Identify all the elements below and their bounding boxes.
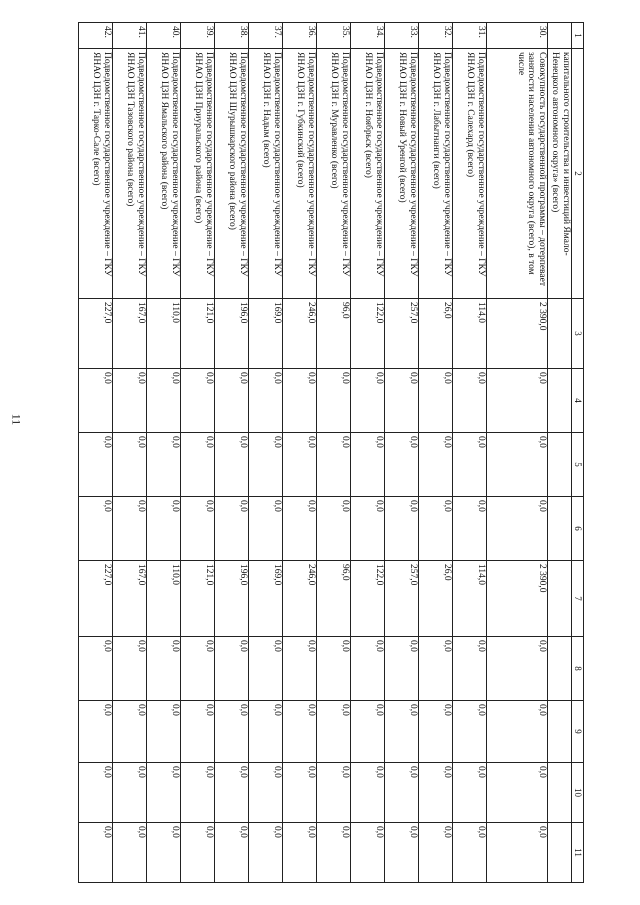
value-cell-col10: 0,0	[283, 763, 317, 823]
row-number-cell: 36.	[283, 23, 317, 49]
value-cell-col5: 0,0	[215, 433, 249, 497]
row-number-cell: 35.	[317, 23, 351, 49]
value-cell-col4: 0,0	[113, 369, 147, 433]
table-row	[385, 23, 419, 883]
value-cell-col6: 0,0	[147, 497, 181, 561]
value-cell-col9: 0,0	[147, 701, 181, 763]
row-number-cell: 37.	[249, 23, 283, 49]
value-cell-col7: 227,0	[79, 561, 113, 637]
value-cell-col6: 0,0	[79, 497, 113, 561]
value-cell-col10	[548, 763, 572, 823]
value-cell-col6: 0,0	[317, 497, 351, 561]
value-cell-col3: 110,0	[147, 299, 181, 369]
value-cell-col8: 0,0	[79, 637, 113, 701]
value-cell-col9: 0,0	[487, 701, 548, 763]
value-cell-col4: 0,0	[249, 369, 283, 433]
value-cell-col7: 26,0	[419, 561, 453, 637]
value-cell-col3: 114,0	[453, 299, 487, 369]
table-row	[79, 23, 113, 883]
value-cell-col9: 0,0	[181, 701, 215, 763]
value-cell-col5: 0,0	[79, 433, 113, 497]
value-cell-col10: 0,0	[79, 763, 113, 823]
value-cell-col6: 0,0	[113, 497, 147, 561]
value-cell-col8: 0,0	[249, 637, 283, 701]
value-cell-col7: 122,0	[351, 561, 385, 637]
table-row	[419, 23, 453, 883]
value-cell-col5: 0,0	[113, 433, 147, 497]
value-cell-col3: 196,0	[215, 299, 249, 369]
value-cell-col7: 110,0	[147, 561, 181, 637]
value-cell-col7: 2 390,0	[487, 561, 548, 637]
value-cell-col11: 0,0	[419, 823, 453, 883]
recipient-name-cell: Подведомственное государственное учреждение – ГКУ ЯНАО ЦЗН г. Лабытнанги (всего)	[419, 49, 453, 299]
value-cell-col7: 257,0	[385, 561, 419, 637]
value-cell-col4: 0,0	[215, 369, 249, 433]
value-cell-col7: 96,0	[317, 561, 351, 637]
value-cell-col7: 196,0	[215, 561, 249, 637]
value-cell-col3: 121,0	[181, 299, 215, 369]
recipient-name-cell: капитального строительства и инвестиций Ямало-Ненецкого автономного округа» (всего)	[548, 49, 572, 299]
value-cell-col4: 0,0	[147, 369, 181, 433]
table-row	[548, 23, 572, 883]
value-cell-col3: 122,0	[351, 299, 385, 369]
column-header-2: 2	[572, 49, 584, 299]
value-cell-col7: 169,0	[249, 561, 283, 637]
table-row	[113, 23, 147, 883]
value-cell-col5: 0,0	[351, 433, 385, 497]
value-cell-col6: 0,0	[351, 497, 385, 561]
value-cell-col9: 0,0	[419, 701, 453, 763]
row-number-cell: 40.	[147, 23, 181, 49]
value-cell-col5: 0,0	[283, 433, 317, 497]
value-cell-col10: 0,0	[317, 763, 351, 823]
value-cell-col6: 0,0	[487, 497, 548, 561]
value-cell-col6	[548, 497, 572, 561]
value-cell-col10: 0,0	[147, 763, 181, 823]
value-cell-col6: 0,0	[419, 497, 453, 561]
value-cell-col10: 0,0	[181, 763, 215, 823]
value-cell-col5: 0,0	[453, 433, 487, 497]
value-cell-col11: 0,0	[317, 823, 351, 883]
value-cell-col5: 0,0	[147, 433, 181, 497]
value-cell-col6: 0,0	[249, 497, 283, 561]
table-row	[487, 23, 548, 883]
row-number-cell: 31.	[453, 23, 487, 49]
value-cell-col11: 0,0	[385, 823, 419, 883]
table-row	[181, 23, 215, 883]
value-cell-col8: 0,0	[487, 637, 548, 701]
column-header-3: 3	[572, 299, 584, 369]
value-cell-col8: 0,0	[317, 637, 351, 701]
row-number-cell: 41.	[113, 23, 147, 49]
value-cell-col4: 0,0	[453, 369, 487, 433]
value-cell-col9: 0,0	[79, 701, 113, 763]
recipient-name-cell: Подведомственное государственное учреждение – ГКУ ЯНАО ЦЗН г. Надым (всего)	[249, 49, 283, 299]
table-row	[249, 23, 283, 883]
value-cell-col7: 114,0	[453, 561, 487, 637]
value-cell-col11	[548, 823, 572, 883]
value-cell-col3: 167,0	[113, 299, 147, 369]
value-cell-col11: 0,0	[487, 823, 548, 883]
value-cell-col7: 246,0	[283, 561, 317, 637]
value-cell-col4: 0,0	[317, 369, 351, 433]
value-cell-col5: 0,0	[181, 433, 215, 497]
value-cell-col11: 0,0	[249, 823, 283, 883]
value-cell-col7: 167,0	[113, 561, 147, 637]
value-cell-col8: 0,0	[283, 637, 317, 701]
value-cell-col9: 0,0	[215, 701, 249, 763]
row-number-cell: 38.	[215, 23, 249, 49]
value-cell-col8: 0,0	[181, 637, 215, 701]
value-cell-col8: 0,0	[215, 637, 249, 701]
table-row	[453, 23, 487, 883]
value-cell-col11: 0,0	[351, 823, 385, 883]
value-cell-col9	[548, 701, 572, 763]
value-cell-col9: 0,0	[249, 701, 283, 763]
recipient-name-cell: Подведомственное государственное учреждение – ГКУ ЯНАО ЦЗН г. Ноябрьск (всего)	[351, 49, 385, 299]
value-cell-col10: 0,0	[419, 763, 453, 823]
value-cell-col10: 0,0	[487, 763, 548, 823]
row-number-cell: 42.	[79, 23, 113, 49]
value-cell-col5: 0,0	[487, 433, 548, 497]
value-cell-col9: 0,0	[351, 701, 385, 763]
recipient-name-cell: Подведомственное государственное учреждение – ГКУ ЯНАО ЦЗН Тазовского района (всего)	[113, 49, 147, 299]
recipient-name-cell: Подведомственное государственное учреждение – ГКУ ЯНАО ЦЗН г. Тарко-Сале (всего)	[79, 49, 113, 299]
row-number-cell: 39.	[181, 23, 215, 49]
recipient-name-cell: Совокупность государственной программы – дотерпевает занятости населения автономного округа (всего), в том числе	[487, 49, 548, 299]
column-number-row	[572, 23, 584, 883]
value-cell-col11: 0,0	[283, 823, 317, 883]
value-cell-col3: 227,0	[79, 299, 113, 369]
value-cell-col9: 0,0	[453, 701, 487, 763]
value-cell-col10: 0,0	[351, 763, 385, 823]
recipient-name-cell: Подведомственное государственное учреждение – ГКУ ЯНАО ЦЗН г. Муравленко (всего)	[317, 49, 351, 299]
value-cell-col8: 0,0	[147, 637, 181, 701]
value-cell-col4: 0,0	[79, 369, 113, 433]
value-cell-col8: 0,0	[419, 637, 453, 701]
column-header-4: 4	[572, 369, 584, 433]
value-cell-col5: 0,0	[249, 433, 283, 497]
value-cell-col8: 0,0	[385, 637, 419, 701]
value-cell-col10: 0,0	[113, 763, 147, 823]
value-cell-col5	[548, 433, 572, 497]
value-cell-col8: 0,0	[351, 637, 385, 701]
row-number-cell: 32.	[419, 23, 453, 49]
value-cell-col8: 0,0	[113, 637, 147, 701]
value-cell-col11: 0,0	[181, 823, 215, 883]
column-header-9: 9	[572, 701, 584, 763]
value-cell-col3: 2 390,0	[487, 299, 548, 369]
page-number: 11	[9, 413, 24, 426]
column-header-6: 6	[572, 497, 584, 561]
value-cell-col8: 0,0	[453, 637, 487, 701]
value-cell-col10: 0,0	[215, 763, 249, 823]
value-cell-col9: 0,0	[283, 701, 317, 763]
table-row	[351, 23, 385, 883]
column-header-7: 7	[572, 561, 584, 637]
row-number-cell: 30.	[487, 23, 548, 49]
value-cell-col11: 0,0	[453, 823, 487, 883]
value-cell-col4: 0,0	[181, 369, 215, 433]
value-cell-col7	[548, 561, 572, 637]
value-cell-col7: 121,0	[181, 561, 215, 637]
value-cell-col11: 0,0	[113, 823, 147, 883]
recipient-name-cell: Подведомственное государственное учреждение – ГКУ ЯНАО ЦЗН Приуральского района (всего)	[181, 49, 215, 299]
recipient-name-cell: Подведомственное государственное учреждение – ГКУ ЯНАО ЦЗН г. Губкинский (всего)	[283, 49, 317, 299]
value-cell-col3: 96,0	[317, 299, 351, 369]
value-cell-col3: 257,0	[385, 299, 419, 369]
value-cell-col6: 0,0	[181, 497, 215, 561]
column-header-5: 5	[572, 433, 584, 497]
value-cell-col6: 0,0	[283, 497, 317, 561]
value-cell-col10: 0,0	[385, 763, 419, 823]
value-cell-col10: 0,0	[453, 763, 487, 823]
row-number-cell: 33.	[385, 23, 419, 49]
table-row	[283, 23, 317, 883]
value-cell-col9: 0,0	[113, 701, 147, 763]
value-cell-col3: 169,0	[249, 299, 283, 369]
recipient-name-cell: Подведомственное государственное учреждение – ГКУ ЯНАО ЦЗН г. Салехард (всего)	[453, 49, 487, 299]
value-cell-col4: 0,0	[487, 369, 548, 433]
value-cell-col3: 246,0	[283, 299, 317, 369]
recipient-name-cell: Подведомственное государственное учреждение – ГКУ ЯНАО ЦЗН г. Новый Уренгой (всего)	[385, 49, 419, 299]
recipient-name-cell: Подведомственное государственное учреждение – ГКУ ЯНАО ЦЗН Ямальского района (всего)	[147, 49, 181, 299]
value-cell-col4: 0,0	[283, 369, 317, 433]
value-cell-col10: 0,0	[249, 763, 283, 823]
column-header-8: 8	[572, 637, 584, 701]
recipient-name-cell: Подведомственное государственное учреждение – ГКУ ЯНАО ЦЗН Шурышкарского района (всего)	[215, 49, 249, 299]
column-header-10: 10	[572, 763, 584, 823]
value-cell-col5: 0,0	[385, 433, 419, 497]
value-cell-col3	[548, 299, 572, 369]
table-row	[147, 23, 181, 883]
value-cell-col11: 0,0	[79, 823, 113, 883]
value-cell-col8	[548, 637, 572, 701]
value-cell-col11: 0,0	[215, 823, 249, 883]
column-header-1: 1	[572, 23, 584, 49]
value-cell-col4	[548, 369, 572, 433]
row-number-cell	[548, 23, 572, 49]
column-header-11: 11	[572, 823, 584, 883]
value-cell-col6: 0,0	[385, 497, 419, 561]
value-cell-col4: 0,0	[351, 369, 385, 433]
table-row	[215, 23, 249, 883]
budget-table	[78, 22, 584, 883]
value-cell-col4: 0,0	[385, 369, 419, 433]
value-cell-col9: 0,0	[385, 701, 419, 763]
row-number-cell: 34.	[351, 23, 385, 49]
value-cell-col11: 0,0	[147, 823, 181, 883]
value-cell-col3: 26,0	[419, 299, 453, 369]
value-cell-col5: 0,0	[317, 433, 351, 497]
value-cell-col6: 0,0	[215, 497, 249, 561]
rotated-table-container	[30, 22, 584, 882]
value-cell-col6: 0,0	[453, 497, 487, 561]
table-row	[317, 23, 351, 883]
value-cell-col4: 0,0	[419, 369, 453, 433]
value-cell-col5: 0,0	[419, 433, 453, 497]
value-cell-col9: 0,0	[317, 701, 351, 763]
